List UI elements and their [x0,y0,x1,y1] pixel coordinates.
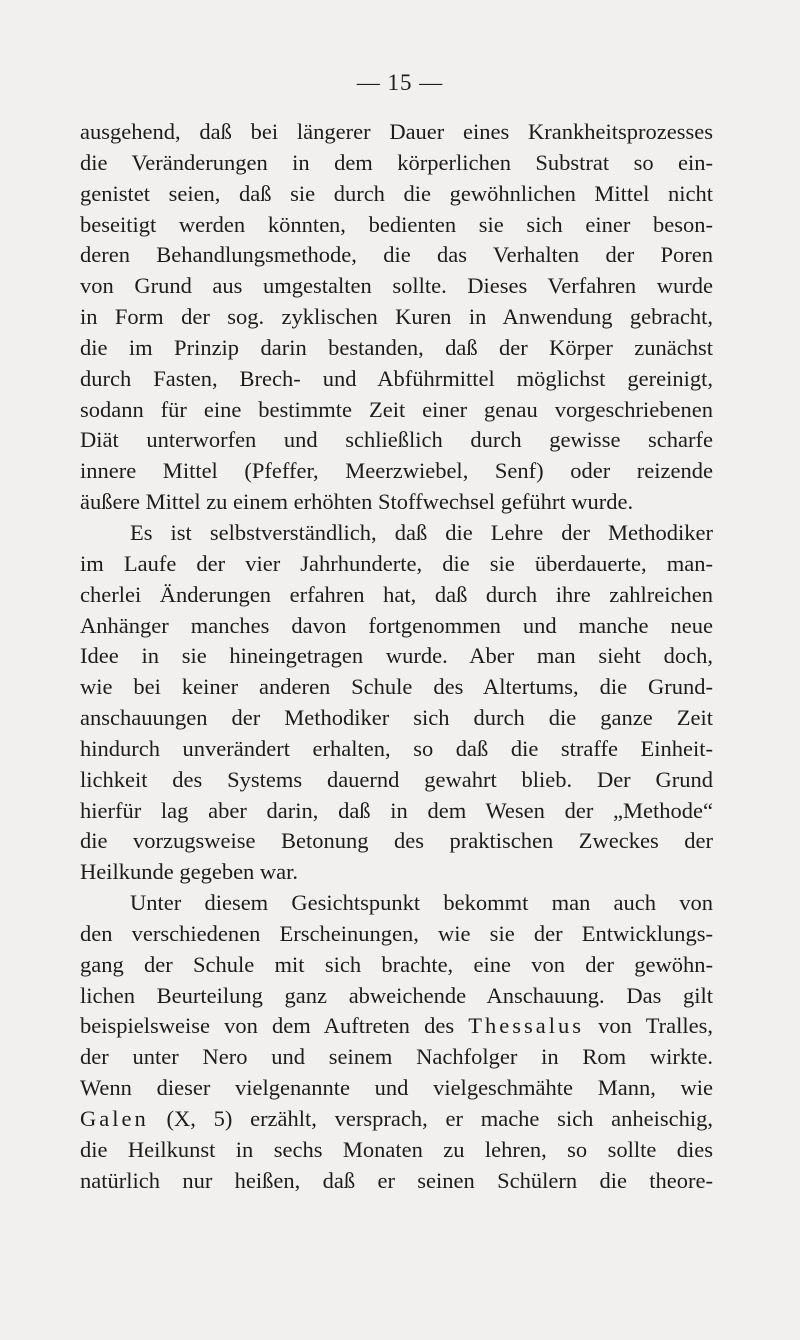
paragraph-start-line: Es ist selbstverständlich, daß die Lehre der Methodiker [130,519,713,545]
text-line: von Grund aus umgestalten sollte. Dieses Verfahren wurde [80,273,713,299]
text-line: sodann für eine bestimmte Zeit einer genau vorgeschriebenen [80,396,713,422]
text-line: hindurch unverändert erhalten, so daß die straffe Einheit- [80,735,713,761]
body-text [80,117,713,1197]
text-line: Wenn dieser vielgenannte und vielgeschmähte Mann, wie [80,1075,713,1101]
text-line: anschauungen der Methodiker sich durch die ganze Zeit [80,705,713,731]
text-line: die vorzugsweise Betonung des praktischen Zweckes der [80,828,713,854]
text-line: genistet seien, daß sie durch die gewöhnlichen Mittel nicht [80,180,713,206]
text-segment: (X, 5) erzählt, versprach, er mache sich anheischig, [148,1106,713,1131]
text-line: hierfür lag aber darin, daß in dem Wesen der „Methode“ [80,797,713,823]
page-number-header: — 15 — [356,70,444,95]
text-line: cherlei Änderungen erfahren hat, daß durch ihre zahlreichen [80,581,713,607]
text-line: äußere Mittel zu einem erhöhten Stoffwechsel geführt wurde. [80,489,634,515]
text-line: wie bei keiner anderen Schule des Altertums, die Grund- [80,674,713,700]
text-line: gang der Schule mit sich brachte, eine von der gewöhn- [80,951,713,977]
text-line: Heilkunde gegeben war. [80,859,299,885]
text-line: lichen Beurteilung ganz abweichende Anschauung. Das gilt [80,982,713,1008]
text-line: die Heilkunst in sechs Monaten zu lehren, so sollte dies [80,1136,713,1162]
spaced-name: Galen [80,1106,149,1131]
text-line: innere Mittel (Pfeffer, Meerzwiebel, Senf) oder reizende [80,458,713,484]
text-line: der unter Nero und seinem Nachfolger in Rom wirkte. [80,1044,713,1070]
text-line: Diät unterworfen und schließlich durch gewisse scharfe [80,427,713,453]
text-line: ausgehend, daß bei längerer Dauer eines Krankheitsprozesses [80,119,713,144]
paragraph-start-line: Unter diesem Gesichtspunkt bekommt man auch von [130,890,713,916]
text-line: die Veränderungen in dem körperlichen Substrat so ein- [80,149,713,175]
text-line: Anhänger manches davon fortgenommen und manche neue [80,612,713,638]
text-line: beseitigt werden könnten, bedienten sie sich einer beson- [80,211,713,237]
text-line: im Laufe der vier Jahrhunderte, die sie überdauerte, man- [80,550,713,576]
text-line: deren Behandlungsmethode, die das Verhalten der Poren [80,242,713,268]
text-line: die im Prinzip darin bestanden, daß der Körper zunächst [80,334,713,360]
text-line: den verschiedenen Erscheinungen, wie sie der Entwicklungs- [80,920,713,946]
text-line [80,1104,713,1135]
spaced-name: Thessalus [468,1013,585,1039]
text-segment: beispielsweise von dem Auftreten des [80,1013,469,1039]
text-line: Idee in sie hineingetragen wurde. Aber man sieht doch, [80,643,713,669]
text-line [80,1011,713,1042]
text-segment: von Tralles, [584,1013,713,1039]
text-line: durch Fasten, Brech- und Abführmittel möglichst gereinigt, [80,365,713,391]
text-line: natürlich nur heißen, daß er seinen Schülern die theore- [80,1167,713,1193]
text-line: in Form der sog. zyklischen Kuren in Anwendung gebracht, [80,304,713,330]
text-line: lichkeit des Systems dauernd gewahrt blieb. Der Grund [80,766,713,792]
